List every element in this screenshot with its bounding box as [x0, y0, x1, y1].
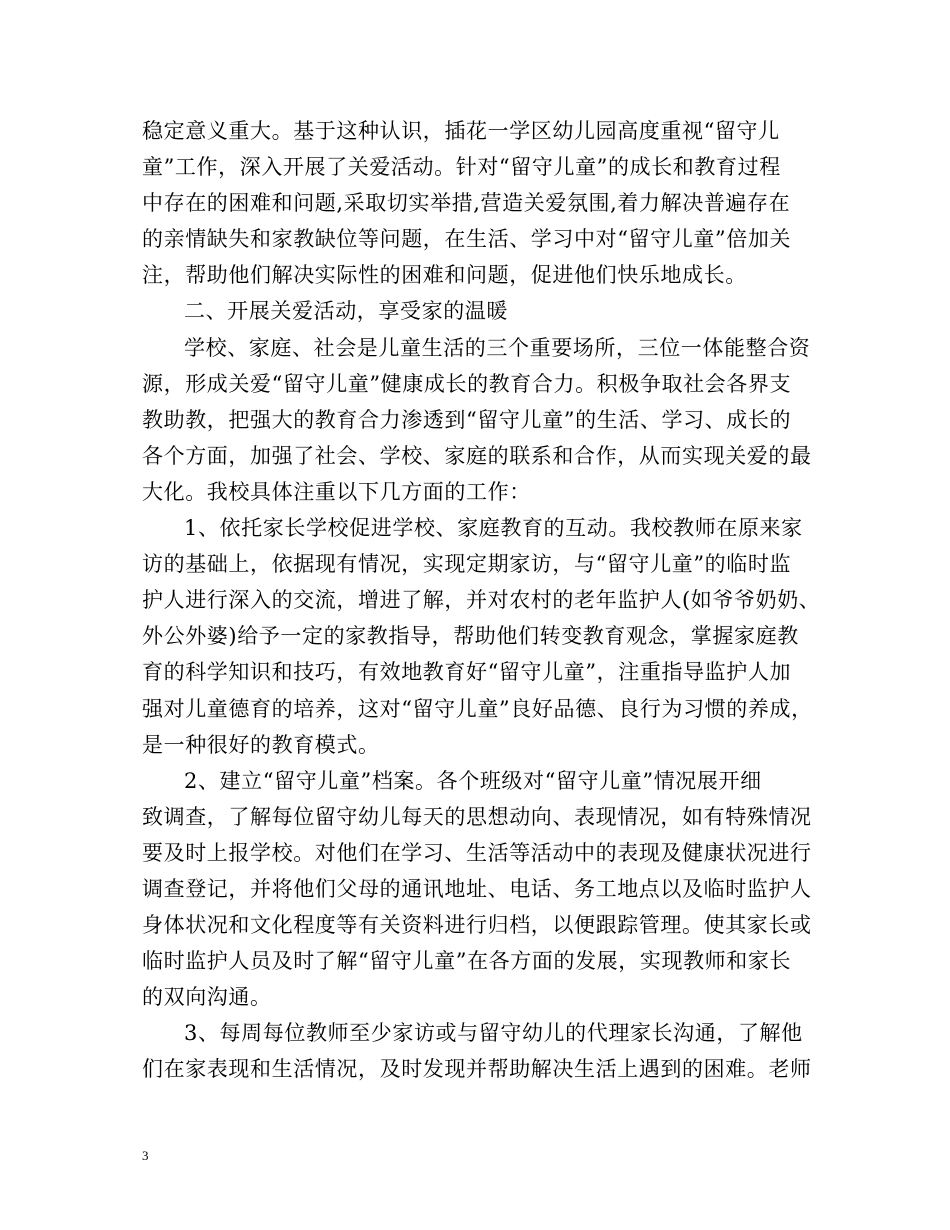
section-heading: 二、开展关爱活动，享受家的温暖 — [184, 299, 508, 324]
text-line: 育的科学知识和技巧，有效地教育好“留守儿童”，注重指导监护人加 — [142, 660, 792, 685]
text-line: 的双向沟通。 — [142, 985, 272, 1010]
text-line: 稳定意义重大。基于这种认识，插花一学区幼儿园高度重视“留守儿 — [142, 119, 780, 143]
text-line: 们在家表现和生活情况，及时发现并帮助解决生活上遇到的困难。老师 — [142, 1057, 812, 1082]
text-line: 访的基础上，依据现有情况，实现定期家访，与“留守儿童”的临时监 — [142, 552, 792, 577]
document-body — [142, 113, 824, 1088]
text-line: 3、每周每位教师至少家访或与留守幼儿的代理家长沟通，了解他 — [184, 1021, 803, 1046]
text-line: 1、依托家长学校促进学校、家庭教育的互动。我校教师在原来家 — [184, 516, 803, 541]
text-line: 源，形成关爱“留守儿童”健康成长的教育合力。积极争取社会各界支 — [142, 371, 792, 396]
text-line: 中存在的困难和问题,采取切实举措,营造关爱氛围,着力解决普遍存在 — [142, 191, 791, 216]
text-line: 大化。我校具体注重以下几方面的工作： — [142, 479, 531, 504]
text-line: 注，帮助他们解决实际性的困难和问题，促进他们快乐地成长。 — [142, 263, 747, 288]
page-number: 3 — [142, 1148, 149, 1163]
text-line: 要及时上报学校。对他们在学习、生活等活动中的表现及健康状况进行 — [142, 840, 812, 865]
text-line: 是一种很好的教育模式。 — [142, 732, 380, 757]
text-line: 调查登记，并将他们父母的通讯地址、电话、务工地点以及临时监护人 — [142, 876, 812, 901]
text-line: 2、建立“留守儿童”档案。各个班级对“留守儿童”情况展开细 — [184, 768, 762, 793]
text-line: 童”工作，深入开展了关爱活动。针对“留守儿童”的成长和教育过程 — [142, 155, 781, 180]
text-line: 身体状况和文化程度等有关资料进行归档，以便跟踪管理。使其家长或 — [142, 913, 812, 938]
text-line: 外公外婆)给予一定的家教指导，帮助他们转变教育观念，掌握家庭教 — [142, 624, 799, 649]
text-line: 强对儿童德育的培养，这对“留守儿童”良好品德、良行为习惯的养成， — [142, 696, 813, 721]
text-line: 教助教，把强大的教育合力渗透到“留守儿童”的生活、学习、成长的 — [142, 407, 792, 432]
text-line: 临时监护人员及时了解“留守儿童”在各方面的发展，实现教师和家长 — [142, 949, 792, 974]
text-line: 的亲情缺失和家教缺位等问题，在生活、学习中对“留守儿童”倍加关 — [142, 227, 792, 252]
text-line: 致调查，了解每位留守幼儿每天的思想动向、表现情况，如有特殊情况 — [142, 804, 812, 829]
text-line: 学校、家庭、社会是儿童生活的三个重要场所，三位一体能整合资 — [184, 335, 811, 360]
text-line: 护人进行深入的交流，增进了解，并对农村的老年监护人(如爷爷奶奶、 — [142, 588, 821, 613]
text-line: 各个方面，加强了社会、学校、家庭的联系和合作，从而实现关爱的最 — [142, 443, 812, 468]
